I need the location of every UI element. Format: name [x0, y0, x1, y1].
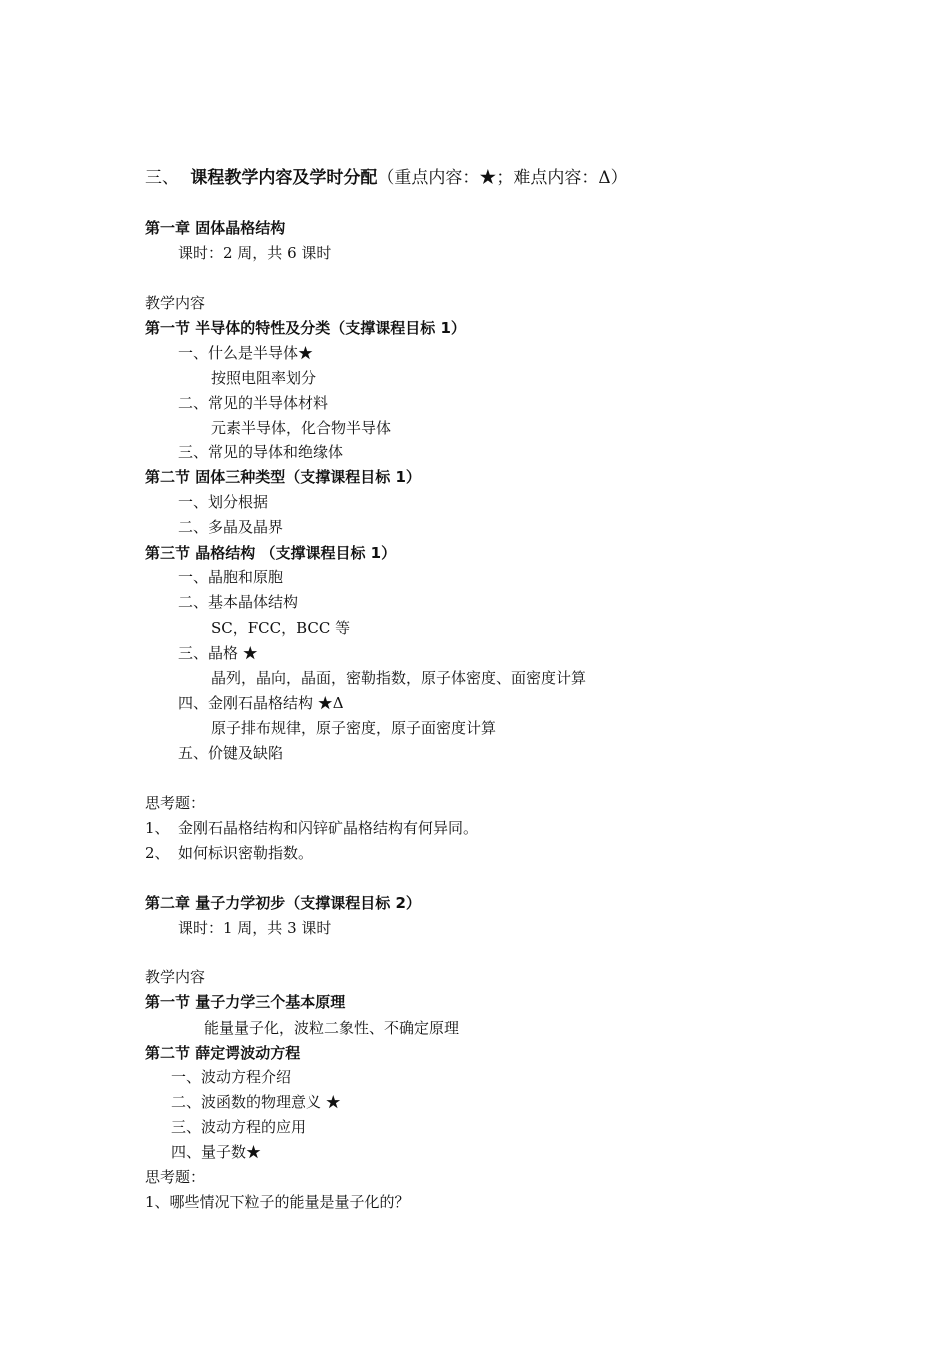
chapter2-hours: 课时：1 周，共 3 课时 [178, 919, 332, 937]
section-heading [145, 166, 628, 190]
question-text: 金刚石晶格结构和闪锌矿晶格结构有何异同。 [178, 819, 479, 837]
section-number: 三、 [145, 168, 179, 188]
list-item: 一、什么是半导体★ [178, 344, 314, 362]
list-item: 二、波函数的物理意义 ★ [171, 1093, 341, 1111]
question-number: 2、 [145, 844, 170, 862]
list-item: 三、波动方程的应用 [171, 1118, 307, 1136]
chapter1-content-label: 教学内容 [145, 294, 206, 312]
question-number: 1、 [145, 819, 170, 837]
chapter1-section1-title: 第一节 半导体的特性及分类（支撑课程目标 1） [145, 319, 466, 337]
list-item: 元素半导体，化合物半导体 [211, 419, 392, 437]
question-item [145, 818, 479, 838]
list-item: 按照电阻率划分 [211, 369, 317, 387]
list-item: 能量量子化，波粒二象性、不确定原理 [204, 1019, 460, 1037]
list-item: 一、波动方程介绍 [171, 1068, 292, 1086]
section-title: 课程教学内容及学时分配 [190, 168, 378, 188]
list-item: 一、划分根据 [178, 493, 269, 511]
list-item: 二、基本晶体结构 [178, 593, 299, 611]
question-number: 1、 [145, 1193, 170, 1211]
section-note: （重点内容：★；难点内容：Δ） [377, 168, 628, 188]
chapter1-title: 第一章 固体晶格结构 [145, 219, 286, 237]
list-item: 二、常见的半导体材料 [178, 394, 329, 412]
chapter2-section2-title: 第二节 薛定谔波动方程 [145, 1044, 301, 1062]
question-text: 哪些情况下粒子的能量是量子化的？ [169, 1193, 410, 1211]
list-item: 五、价键及缺陷 [178, 744, 284, 762]
list-item: 晶列，晶向，晶面，密勒指数，原子体密度、面密度计算 [211, 669, 587, 687]
chapter2-title: 第二章 量子力学初步（支撑课程目标 2） [145, 894, 421, 912]
chapter1-hours: 课时：2 周，共 6 课时 [178, 244, 332, 262]
chapter2-questions-label: 思考题： [145, 1168, 206, 1186]
list-item: 三、常见的导体和绝缘体 [178, 443, 344, 461]
chapter2-content-label: 教学内容 [145, 968, 206, 986]
list-item: 二、多晶及晶界 [178, 518, 284, 536]
list-item: 四、金刚石晶格结构 ★Δ [178, 694, 344, 712]
question-text: 如何标识密勒指数。 [178, 844, 314, 862]
list-item: 三、晶格 ★ [178, 644, 258, 662]
chapter1-section2-title: 第二节 固体三种类型（支撑课程目标 1） [145, 468, 421, 486]
list-item: 一、晶胞和原胞 [178, 568, 284, 586]
question-item [145, 843, 314, 863]
chapter1-section3-title: 第三节 晶格结构 （支撑课程目标 1） [145, 544, 397, 562]
list-item: 原子排布规律，原子密度，原子面密度计算 [211, 719, 497, 737]
list-item: 四、量子数★ [171, 1143, 262, 1161]
list-item: SC，FCC，BCC 等 [211, 619, 351, 637]
question-item [145, 1192, 410, 1212]
chapter2-section1-title: 第一节 量子力学三个基本原理 [145, 993, 346, 1011]
chapter1-questions-label: 思考题： [145, 794, 206, 812]
